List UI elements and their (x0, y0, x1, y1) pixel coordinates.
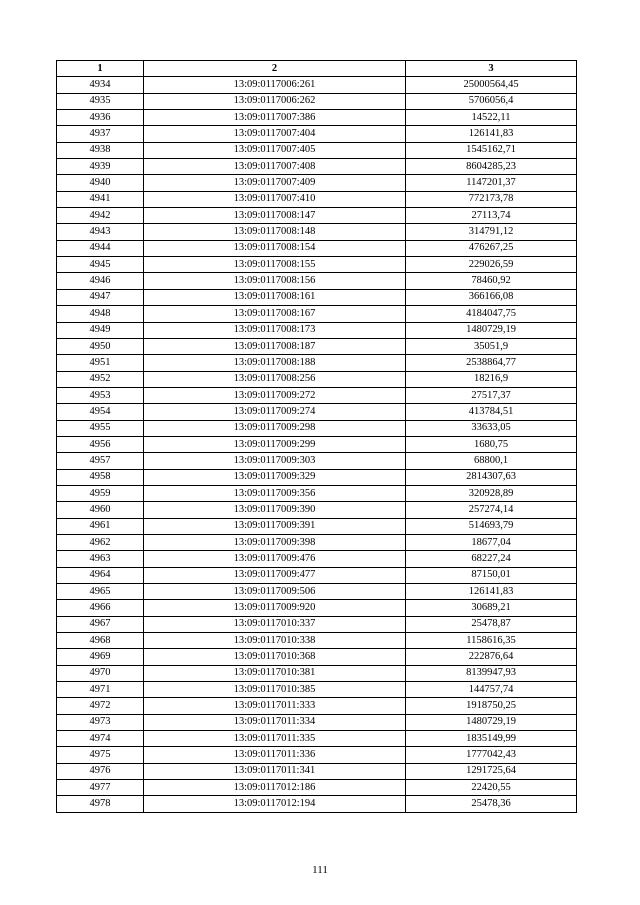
row-number-cell: 4970 (57, 665, 144, 681)
column-header-1: 1 (57, 61, 144, 77)
table-row (57, 633, 577, 649)
table-row (57, 780, 577, 796)
cadastral-number-cell: 13:09:0117007:408 (144, 159, 406, 175)
value-cell: 18677,04 (406, 534, 577, 550)
row-number-cell: 4959 (57, 485, 144, 501)
row-number-cell: 4961 (57, 518, 144, 534)
cadastral-number-cell: 13:09:0117008:155 (144, 257, 406, 273)
table-body (57, 77, 577, 812)
cadastral-number-cell: 13:09:0117008:147 (144, 208, 406, 224)
cadastral-number-cell: 13:09:0117008:256 (144, 371, 406, 387)
cadastral-number-cell: 13:09:0117011:335 (144, 731, 406, 747)
row-number-cell: 4964 (57, 567, 144, 583)
table-row (57, 159, 577, 175)
page-number: 111 (312, 864, 328, 876)
table-row (57, 649, 577, 665)
table-row (57, 110, 577, 126)
value-cell: 68800,1 (406, 453, 577, 469)
value-cell: 25478,36 (406, 796, 577, 812)
row-number-cell: 4940 (57, 175, 144, 191)
cadastral-number-cell: 13:09:0117010:368 (144, 649, 406, 665)
row-number-cell: 4947 (57, 289, 144, 305)
cadastral-number-cell: 13:09:0117007:409 (144, 175, 406, 191)
row-number-cell: 4955 (57, 420, 144, 436)
value-cell: 22420,55 (406, 780, 577, 796)
value-cell: 4184047,75 (406, 306, 577, 322)
row-number-cell: 4939 (57, 159, 144, 175)
row-number-cell: 4975 (57, 747, 144, 763)
row-number-cell: 4945 (57, 257, 144, 273)
column-header-2: 2 (144, 61, 406, 77)
cadastral-number-cell: 13:09:0117009:391 (144, 518, 406, 534)
value-cell: 257274,14 (406, 502, 577, 518)
cadastral-number-cell: 13:09:0117009:476 (144, 551, 406, 567)
value-cell: 320928,89 (406, 485, 577, 501)
cadastral-number-cell: 13:09:0117008:188 (144, 355, 406, 371)
table-row (57, 289, 577, 305)
cadastral-number-cell: 13:09:0117008:154 (144, 240, 406, 256)
cadastral-number-cell: 13:09:0117011:341 (144, 763, 406, 779)
value-cell: 1680,75 (406, 436, 577, 452)
row-number-cell: 4972 (57, 698, 144, 714)
value-cell: 33633,05 (406, 420, 577, 436)
table-row (57, 682, 577, 698)
table-row (57, 208, 577, 224)
row-number-cell: 4943 (57, 224, 144, 240)
value-cell: 1158616,35 (406, 633, 577, 649)
value-cell: 314791,12 (406, 224, 577, 240)
row-number-cell: 4953 (57, 387, 144, 403)
table-row (57, 796, 577, 812)
value-cell: 1777042,43 (406, 747, 577, 763)
value-cell: 25478,87 (406, 616, 577, 632)
value-cell: 87150,01 (406, 567, 577, 583)
row-number-cell: 4977 (57, 780, 144, 796)
cadastral-number-cell: 13:09:0117009:329 (144, 469, 406, 485)
row-number-cell: 4973 (57, 714, 144, 730)
row-number-cell: 4935 (57, 93, 144, 109)
cadastral-number-cell: 13:09:0117008:167 (144, 306, 406, 322)
table-row (57, 257, 577, 273)
value-cell: 68227,24 (406, 551, 577, 567)
cadastral-number-cell: 13:09:0117006:261 (144, 77, 406, 93)
table-row (57, 747, 577, 763)
value-cell: 27517,37 (406, 387, 577, 403)
table-row (57, 453, 577, 469)
table-row (57, 763, 577, 779)
cadastral-number-cell: 13:09:0117009:272 (144, 387, 406, 403)
cadastral-number-cell: 13:09:0117009:477 (144, 567, 406, 583)
row-number-cell: 4954 (57, 404, 144, 420)
table-row (57, 387, 577, 403)
row-number-cell: 4934 (57, 77, 144, 93)
table-row (57, 551, 577, 567)
value-cell: 1480729,19 (406, 714, 577, 730)
table-row (57, 502, 577, 518)
value-cell: 1147201,37 (406, 175, 577, 191)
row-number-cell: 4965 (57, 584, 144, 600)
value-cell: 772173,78 (406, 191, 577, 207)
cadastral-number-cell: 13:09:0117012:186 (144, 780, 406, 796)
row-number-cell: 4962 (57, 534, 144, 550)
row-number-cell: 4952 (57, 371, 144, 387)
row-number-cell: 4969 (57, 649, 144, 665)
table-row (57, 616, 577, 632)
table-row (57, 273, 577, 289)
cadastral-number-cell: 13:09:0117011:333 (144, 698, 406, 714)
row-number-cell: 4978 (57, 796, 144, 812)
table-row (57, 355, 577, 371)
table-row (57, 191, 577, 207)
value-cell: 1291725,64 (406, 763, 577, 779)
row-number-cell: 4956 (57, 436, 144, 452)
table-row (57, 567, 577, 583)
row-number-cell: 4949 (57, 322, 144, 338)
cadastral-number-cell: 13:09:0117006:262 (144, 93, 406, 109)
cadastral-number-cell: 13:09:0117008:161 (144, 289, 406, 305)
row-number-cell: 4974 (57, 731, 144, 747)
value-cell: 35051,9 (406, 338, 577, 354)
row-number-cell: 4944 (57, 240, 144, 256)
table-row (57, 420, 577, 436)
value-cell: 27113,74 (406, 208, 577, 224)
row-number-cell: 4941 (57, 191, 144, 207)
cadastral-number-cell: 13:09:0117010:381 (144, 665, 406, 681)
cadastral-number-cell: 13:09:0117008:173 (144, 322, 406, 338)
table-row (57, 93, 577, 109)
value-cell: 1918750,25 (406, 698, 577, 714)
value-cell: 5706056,4 (406, 93, 577, 109)
cadastral-number-cell: 13:09:0117009:299 (144, 436, 406, 452)
value-cell: 8604285,23 (406, 159, 577, 175)
value-cell: 222876,64 (406, 649, 577, 665)
value-cell: 14522,11 (406, 110, 577, 126)
table-row (57, 240, 577, 256)
cadastral-number-cell: 13:09:0117008:148 (144, 224, 406, 240)
value-cell: 78460,92 (406, 273, 577, 289)
cadastral-number-cell: 13:09:0117007:404 (144, 126, 406, 142)
value-cell: 144757,74 (406, 682, 577, 698)
cadastral-number-cell: 13:09:0117007:386 (144, 110, 406, 126)
table-row (57, 485, 577, 501)
table-row (57, 436, 577, 452)
table-row (57, 306, 577, 322)
value-cell: 1835149,99 (406, 731, 577, 747)
cadastral-number-cell: 13:09:0117008:187 (144, 338, 406, 354)
value-cell: 2538864,77 (406, 355, 577, 371)
cadastral-number-cell: 13:09:0117009:356 (144, 485, 406, 501)
table-row (57, 142, 577, 158)
row-number-cell: 4963 (57, 551, 144, 567)
value-cell: 126141,83 (406, 126, 577, 142)
cadastral-number-cell: 13:09:0117009:920 (144, 600, 406, 616)
table-row (57, 698, 577, 714)
row-number-cell: 4967 (57, 616, 144, 632)
value-cell: 413784,51 (406, 404, 577, 420)
row-number-cell: 4976 (57, 763, 144, 779)
value-cell: 18216,9 (406, 371, 577, 387)
cadastral-number-cell: 13:09:0117010:385 (144, 682, 406, 698)
table-row (57, 731, 577, 747)
column-header-3: 3 (406, 61, 577, 77)
value-cell: 126141,83 (406, 584, 577, 600)
table-row (57, 371, 577, 387)
row-number-cell: 4936 (57, 110, 144, 126)
cadastral-number-cell: 13:09:0117009:398 (144, 534, 406, 550)
row-number-cell: 4946 (57, 273, 144, 289)
row-number-cell: 4960 (57, 502, 144, 518)
table-header-row (57, 61, 577, 77)
cadastral-number-cell: 13:09:0117008:156 (144, 273, 406, 289)
table-row (57, 600, 577, 616)
table-row (57, 175, 577, 191)
data-table (56, 60, 577, 813)
table-row (57, 714, 577, 730)
row-number-cell: 4966 (57, 600, 144, 616)
value-cell: 1545162,71 (406, 142, 577, 158)
cadastral-number-cell: 13:09:0117009:274 (144, 404, 406, 420)
table-row (57, 338, 577, 354)
cadastral-number-cell: 13:09:0117010:338 (144, 633, 406, 649)
row-number-cell: 4958 (57, 469, 144, 485)
cadastral-number-cell: 13:09:0117007:410 (144, 191, 406, 207)
value-cell: 8139947,93 (406, 665, 577, 681)
row-number-cell: 4951 (57, 355, 144, 371)
cadastral-number-cell: 13:09:0117011:336 (144, 747, 406, 763)
cadastral-number-cell: 13:09:0117009:506 (144, 584, 406, 600)
value-cell: 514693,79 (406, 518, 577, 534)
table-row (57, 322, 577, 338)
value-cell: 229026,59 (406, 257, 577, 273)
cadastral-number-cell: 13:09:0117009:298 (144, 420, 406, 436)
row-number-cell: 4968 (57, 633, 144, 649)
value-cell: 2814307,63 (406, 469, 577, 485)
table-row (57, 665, 577, 681)
row-number-cell: 4971 (57, 682, 144, 698)
cadastral-number-cell: 13:09:0117010:337 (144, 616, 406, 632)
value-cell: 1480729,19 (406, 322, 577, 338)
value-cell: 476267,25 (406, 240, 577, 256)
table-row (57, 518, 577, 534)
row-number-cell: 4948 (57, 306, 144, 322)
table-row (57, 126, 577, 142)
row-number-cell: 4942 (57, 208, 144, 224)
cadastral-number-cell: 13:09:0117011:334 (144, 714, 406, 730)
cadastral-number-cell: 13:09:0117009:390 (144, 502, 406, 518)
value-cell: 25000564,45 (406, 77, 577, 93)
table-row (57, 584, 577, 600)
row-number-cell: 4937 (57, 126, 144, 142)
cadastral-number-cell: 13:09:0117009:303 (144, 453, 406, 469)
table-row (57, 77, 577, 93)
cadastral-number-cell: 13:09:0117007:405 (144, 142, 406, 158)
cadastral-number-cell: 13:09:0117012:194 (144, 796, 406, 812)
table-row (57, 469, 577, 485)
row-number-cell: 4957 (57, 453, 144, 469)
row-number-cell: 4938 (57, 142, 144, 158)
table-row (57, 404, 577, 420)
table-row (57, 534, 577, 550)
row-number-cell: 4950 (57, 338, 144, 354)
value-cell: 30689,21 (406, 600, 577, 616)
value-cell: 366166,08 (406, 289, 577, 305)
table-row (57, 224, 577, 240)
